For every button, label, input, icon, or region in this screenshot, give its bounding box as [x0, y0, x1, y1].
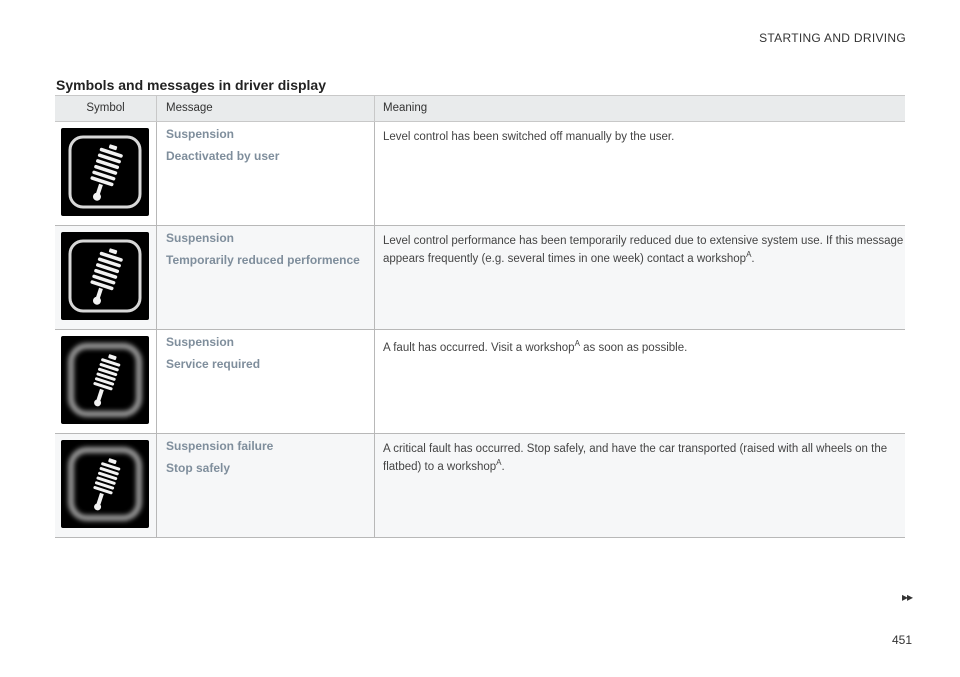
message-title: Suspension — [166, 127, 235, 141]
next-page-arrows-icon: ▸▸ — [901, 590, 912, 604]
section-header: STARTING AND DRIVING — [759, 31, 906, 45]
symbols-table — [55, 95, 905, 538]
suspension-icon — [61, 232, 149, 320]
message-subtitle: Temporarily reduced performence — [166, 253, 360, 267]
message-subtitle: Deactivated by user — [166, 149, 280, 163]
meaning-text-end: . — [751, 253, 755, 265]
meaning-text-end: . — [501, 461, 505, 473]
message-title: Suspension — [166, 231, 235, 245]
table-row — [55, 226, 905, 330]
message-title: Suspension — [166, 335, 235, 349]
symbol-cell — [55, 330, 157, 433]
table-row — [55, 330, 905, 434]
column-header-symbol: Symbol — [55, 96, 157, 121]
page-number: 451 — [891, 633, 912, 647]
column-header-message: Message — [157, 96, 375, 121]
column-header-meaning: Meaning — [383, 102, 428, 114]
symbol-cell — [55, 122, 157, 225]
page-title: Symbols and messages in driver display — [56, 77, 326, 93]
meaning-cell — [375, 434, 905, 537]
meaning-text: A critical fault has occurred. Stop safely, and have the car transported (raised with all wheels on the flatbed) to a workshop — [383, 443, 888, 473]
message-title: Suspension failure — [166, 439, 274, 453]
symbol-cell — [55, 434, 157, 537]
meaning-cell — [375, 226, 905, 329]
table-row — [55, 434, 905, 538]
suspension-icon — [61, 336, 149, 424]
table-row — [55, 122, 905, 226]
meaning-text-end: as soon as possible. — [579, 342, 688, 354]
message-subtitle: Stop safely — [166, 461, 231, 475]
message-cell — [157, 226, 375, 329]
message-cell — [157, 122, 375, 225]
meaning-cell — [375, 330, 905, 433]
suspension-icon — [61, 440, 149, 528]
footnote-marker: A — [746, 250, 752, 260]
symbol-cell — [55, 226, 157, 329]
meaning-text: Level control performance has been temporarily reduced due to extensive system use. If this message appears frequently (e.g. several times in one week) contact a workshop — [383, 235, 904, 265]
table-header — [55, 95, 905, 122]
message-cell — [157, 330, 375, 433]
message-cell — [157, 434, 375, 537]
meaning-text: A fault has occurred. Visit a workshop — [383, 342, 575, 354]
meaning-cell — [375, 122, 905, 225]
footnote-marker: A — [496, 458, 502, 468]
meaning-text: Level control has been switched off manually by the user. — [383, 131, 675, 143]
suspension-icon — [61, 128, 149, 216]
footnote-marker: A — [574, 339, 580, 349]
message-subtitle: Service required — [166, 357, 261, 371]
